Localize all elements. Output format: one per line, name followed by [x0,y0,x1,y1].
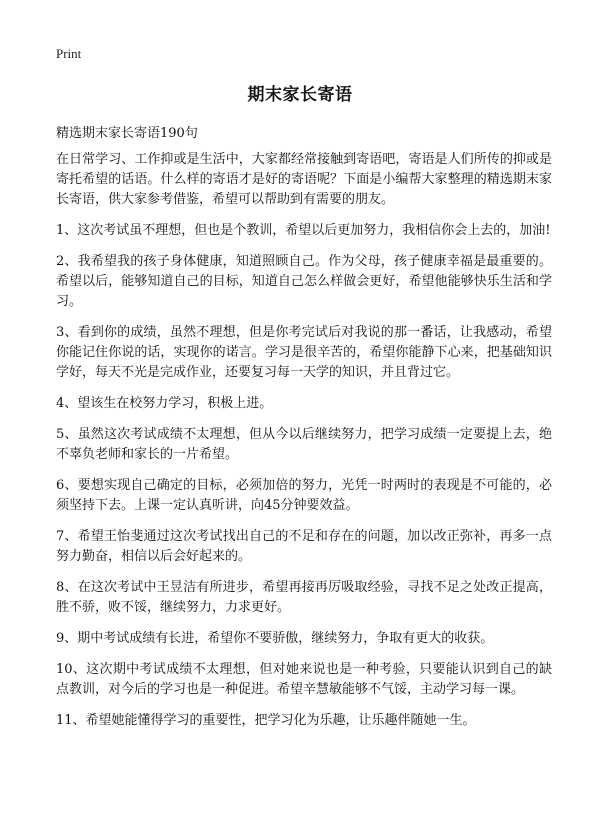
message-item: 7、希望王怡斐通过这次考试找出自己的不足和存在的问题，加以改正弥补，再多一点努力勤奋，相信以后会好起来的。 [56,529,552,564]
message-item: 10、这次期中考试成绩不太理想，但对她来说也是一种考验，只要能认识到自己的缺点教训，对今后的学习也是一种促进。希望辛慧敏能够不气馁，主动学习每一课。 [56,662,552,697]
message-item: 1、这次考试虽不理想，但也是个教训，希望以后更加努力，我相信你会上去的，加油! [56,223,551,238]
message-item: 5、虽然这次考试成绩不太理想，但从今以后继续努力，把学习成绩一定要提上去，绝不辜负老师和家长的一片希望。 [56,427,552,462]
message-item: 2、我希望我的孩子身体健康，知道照顾自己。作为父母，孩子健康幸福是最重要的。希望以后，能够知道自己的目标，知道自己怎么样做会更好，希望他能够快乐生活和学习。 [56,254,552,309]
message-item: 8、在这次考试中王昱洁有所进步，希望再接再厉吸取经验，寻找不足之处改正提高，胜不骄，败不馁，继续努力，力求更好。 [56,580,552,615]
article-subtitle: 精选期末家长寄语190句 [56,126,198,141]
message-item: 11、希望她能懂得学习的重要性，把学习化为乐趣，让乐趣伴随她一生。 [56,713,476,728]
message-item: 6、要想实现自己确定的目标，必须加倍的努力，光凭一时两时的表现是不可能的，必须坚持下去。上课一定认真听讲，向45分钟要效益。 [56,478,552,513]
intro-paragraph: 在日常学习、工作抑或是生活中，大家都经常接触到寄语吧，寄语是人们所传的抑或是寄托希望的话语。什么样的寄语才是好的寄语呢？下面是小编帮大家整理的精选期末家长寄语，供大家参考借鉴，希望可以帮助到有需要的朋友。 [56,152,552,207]
article-body [56,150,552,742]
message-item: 3、看到你的成绩，虽然不理想，但是你考完试后对我说的那一番话，让我感动，希望你能记住你说的话，实现你的诺言。学习是很辛苦的，希望你能静下心来，把基础知识学好，每天不光是完成作业，还要复习每一天学的知识，并且背过它。 [56,325,552,380]
message-item: 4、望该生在校努力学习，积极上进。 [56,396,273,411]
print-link[interactable]: Print [56,46,82,61]
page-title: 期末家长寄语 [247,85,353,105]
message-item: 9、期中考试成绩有长进，希望你不要骄傲，继续努力，争取有更大的收获。 [56,631,494,646]
